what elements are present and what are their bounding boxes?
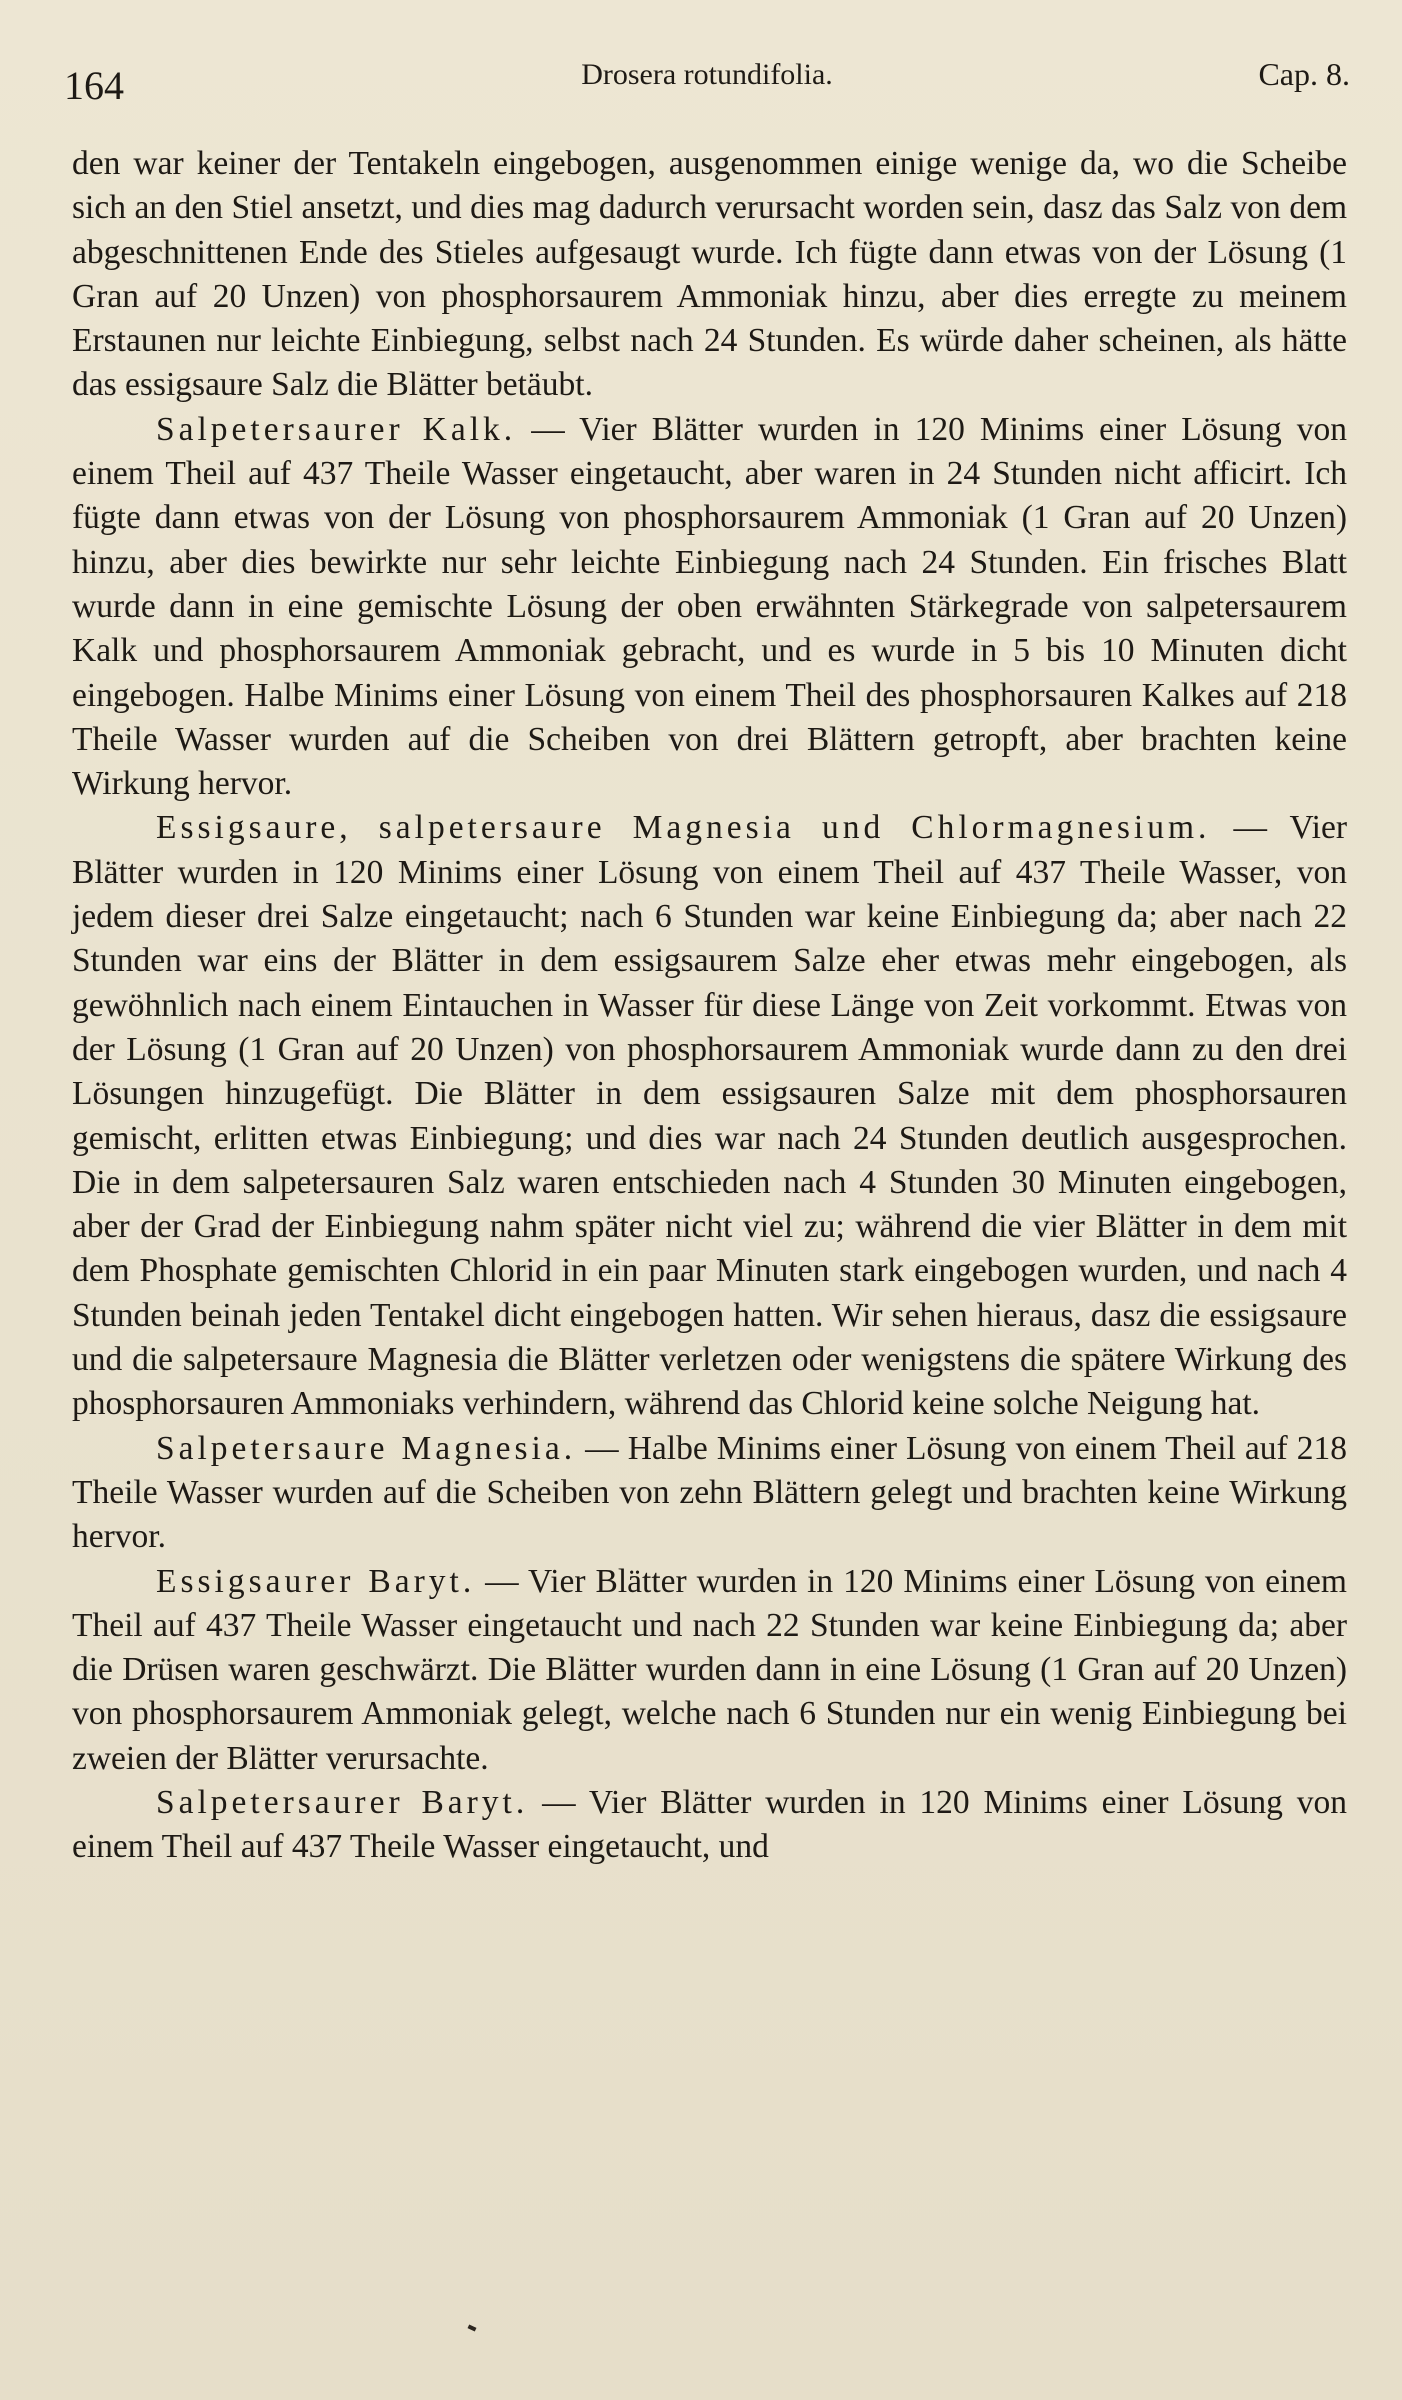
paragraph [72,1560,1347,1781]
paragraph [72,1781,1347,1870]
paragraph-text: — Vier Blätter wurden in 120 Minims einer Lösung von einem Theil auf 437 Theile Wasser eingetaucht, und [72,1783,1347,1866]
paragraph [72,408,1347,807]
paragraph-text: — Vier Blätter wurden in 120 Minims einer Lösung von einem Theil auf 437 Theile Wasser eingetaucht, aber waren in 24 Stunden nicht afficirt. Ich fügte dann etwas von der Lösung von phosphorsaurem Ammoniak (1 Gran auf 20 Unzen) hinzu, aber dies bewirkte nur sehr leichte Einbiegung nach 24 Stunden. Ein frisches Blatt wurde dann in eine gemischte Lösung der oben erwähnten Stärkegrade von salpetersaurem Kalk und phosphorsaurem Ammoniak gebracht, und es wurde in 5 bis 10 Minuten dicht eingebogen. Halbe Minims einer Lösung von einem Theil des phosphorsauren Kalkes auf 218 Theile Wasser wurden auf die Scheiben von drei Blättern getropft, aber brachten keine Wirkung hervor. [72,410,1347,803]
paragraph [72,806,1347,1426]
chapter-reference: Cap. 8. [1258,56,1350,92]
section-heading: Essigsaurer Baryt. [156,1562,476,1600]
ink-speck [468,2324,477,2331]
section-heading: Salpetersaurer Baryt. [156,1783,529,1821]
running-head [64,44,1350,108]
paragraph-text: den war keiner der Tentakeln eingebogen, ausgenommen einige wenige da, wo die Scheibe sich an den Stiel ansetzt, und dies mag dadurch verursacht worden sein, dasz das Salz von dem abgeschnittenen Ende des Stieles aufgesaugt wurde. Ich fügte dann etwas von der Lösung (1 Gran auf 20 Unzen) von phosphorsaurem Ammoniak hinzu, aber dies erregte zu meinem Erstaunen nur leichte Einbiegung, selbst nach 24 Stunden. Es würde daher scheinen, als hätte das essigsaure Salz die Blätter betäubt. [72,145,1347,404]
section-heading: Essigsaure, salpetersaure Magnesia und Chlormagnesium. [156,809,1211,847]
paragraph [72,1427,1347,1560]
section-heading: Salpetersaurer Kalk. [156,410,517,448]
paragraph [72,142,1347,408]
body-text [72,142,1347,1870]
paragraph-text: — Halbe Minims einer Lösung von einem Theil auf 218 Theile Wasser wurden auf die Scheiben von zehn Blättern gelegt und brachten keine Wirkung hervor. [72,1429,1347,1556]
paragraph-text: — Vier Blätter wurden in 120 Minims einer Lösung von einem Theil auf 437 Theile Wasser eingetaucht und nach 22 Stunden war keine Einbiegung da; aber die Drüsen waren geschwärzt. Die Blätter wurden dann in eine Lösung (1 Gran auf 20 Unzen) von phosphorsaurem Ammoniak gelegt, welche nach 6 Stunden nur ein wenig Einbiegung bei zweien der Blätter verursachte. [72,1562,1347,1777]
paragraph-text: — Vier Blätter wurden in 120 Minims einer Lösung von einem Theil auf 437 Theile Wasser, von jedem dieser drei Salze eingetaucht; nach 6 Stunden war keine Einbiegung da; aber nach 22 Stunden war eins der Blätter in dem essigsaurem Salze eher etwas mehr eingebogen, als gewöhnlich nach einem Eintauchen in Wasser für diese Länge von Zeit vorkommt. Etwas von der Lösung (1 Gran auf 20 Unzen) von phosphorsaurem Ammoniak wurde dann zu den drei Lösungen hinzugefügt. Die Blätter in dem essigsauren Salze mit dem phosphorsauren gemischt, erlitten etwas Einbiegung; und dies war nach 24 Stunden deutlich ausgesprochen. Die in dem salpetersauren Salz waren entschieden nach 4 Stunden 30 Minuten eingebogen, aber der Grad der Einbiegung nahm später nicht viel zu; während die vier Blätter in dem mit dem Phosphate gemischten Chlorid in ein paar Minuten stark eingebogen wurden, und nach 4 Stunden beinah jeden Tentakel dicht eingebogen hatten. Wir sehen hieraus, dasz die essigsaure und die salpetersaure Magnesia die Blätter verletzen oder wenigstens die spätere Wirkung des phosphorsauren Ammoniaks verhindern, während das Chlorid keine solche Neigung hat. [72,809,1347,1423]
section-heading: Salpetersaure Magnesia. [156,1429,577,1467]
page-number: 164 [64,63,124,108]
page-heading: Drosera rotundifolia. [581,58,833,91]
